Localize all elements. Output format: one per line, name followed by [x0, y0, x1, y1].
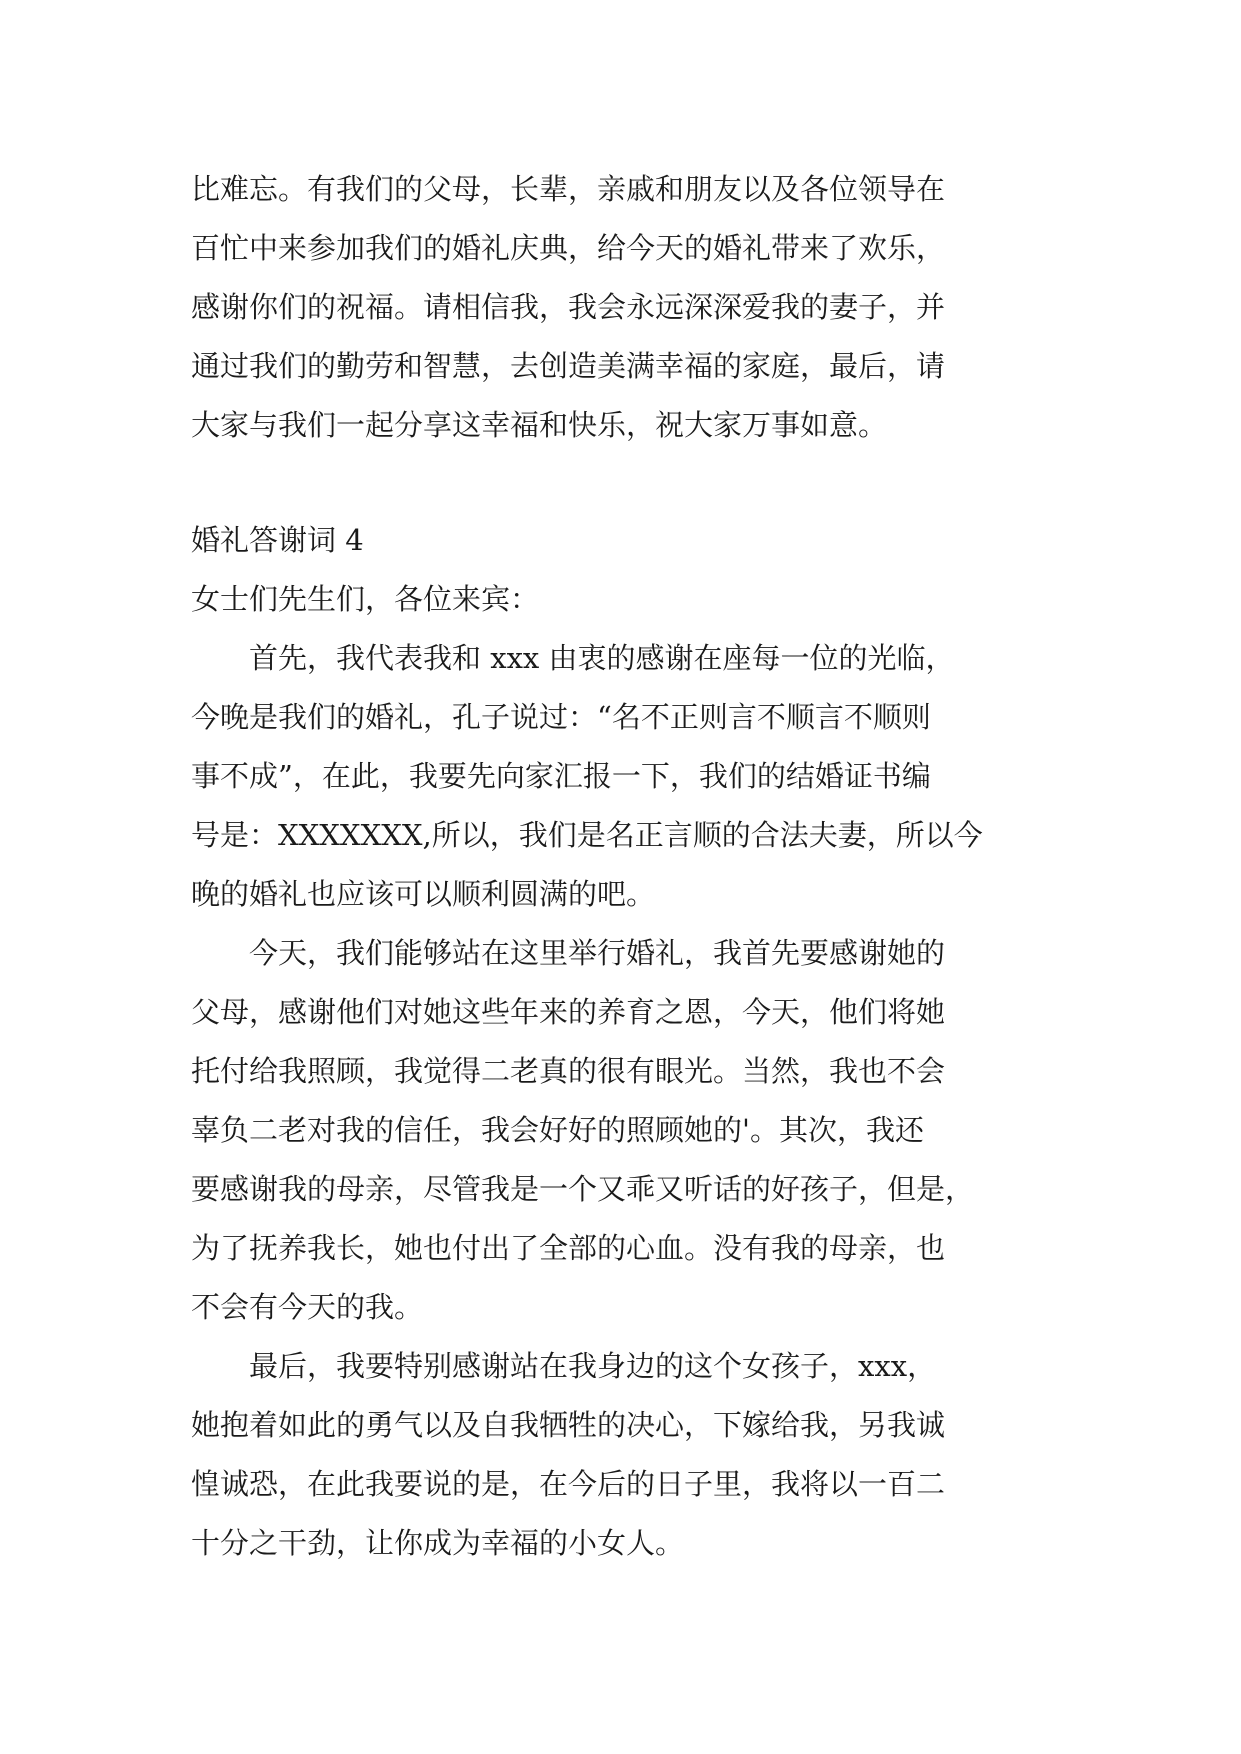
text-line: 要感谢我的母亲，尽管我是一个又乖又听话的好孩子，但是，: [191, 1172, 975, 1206]
text-line: 今晚是我们的婚礼，孔子说过：“名不正则言不顺言不顺则: [191, 700, 931, 734]
text-line: 感谢你们的祝福。请相信我，我会永远深深爱我的妻子，并: [191, 290, 946, 324]
paragraph-1: [191, 629, 1071, 924]
text-line: 辜负二老对我的信任，我会好好的照顾她的'。其次，我还: [191, 1113, 924, 1147]
text-line: 通过我们的勤劳和智慧，去创造美满幸福的家庭，最后，请: [191, 349, 946, 383]
text-line: 十分之干劲，让你成为幸福的小女人。: [191, 1526, 685, 1560]
text-line: 百忙中来参加我们的婚礼庆典，给今天的婚礼带来了欢乐，: [191, 231, 946, 265]
intro-paragraph: [191, 160, 1071, 455]
section-title: 婚礼答谢词 4: [191, 523, 364, 557]
text-line: 比难忘。有我们的父母，长辈，亲戚和朋友以及各位领导在: [191, 172, 946, 206]
text-line: 托付给我照顾，我觉得二老真的很有眼光。当然，我也不会: [191, 1054, 946, 1088]
text-line: 事不成”，在此，我要先向家汇报一下，我们的结婚证书编: [191, 759, 931, 793]
text-line: 首先，我代表我和 xxx 由衷的感谢在座每一位的光临，: [249, 641, 955, 675]
paragraph-3: [191, 1337, 1071, 1573]
text-line: 大家与我们一起分享这幸福和快乐，祝大家万事如意。: [191, 408, 888, 442]
text-line: 号是：XXXXXXX,所以，我们是名正言顺的合法夫妻，所以今: [191, 818, 983, 852]
document-body: [191, 160, 1071, 1573]
text-line: 不会有今天的我。: [191, 1290, 424, 1324]
paragraph-2: [191, 924, 1071, 1337]
greeting: 女士们先生们，各位来宾：: [191, 582, 540, 616]
text-line: 晚的婚礼也应该可以顺利圆满的吧。: [191, 877, 656, 911]
text-line: 最后，我要特别感谢站在我身边的这个女孩子，xxx，: [249, 1349, 937, 1383]
text-line: 为了抚养我长，她也付出了全部的心血。没有我的母亲，也: [191, 1231, 946, 1265]
text-line: 她抱着如此的勇气以及自我牺牲的决心，下嫁给我，另我诚: [191, 1408, 946, 1442]
text-line: 父母，感谢他们对她这些年来的养育之恩，今天，他们将她: [191, 995, 946, 1029]
paragraph-spacer: [191, 455, 1071, 511]
text-line: 惶诚恐，在此我要说的是，在今后的日子里，我将以一百二: [191, 1467, 946, 1501]
text-line: 今天，我们能够站在这里举行婚礼，我首先要感谢她的: [249, 936, 946, 970]
